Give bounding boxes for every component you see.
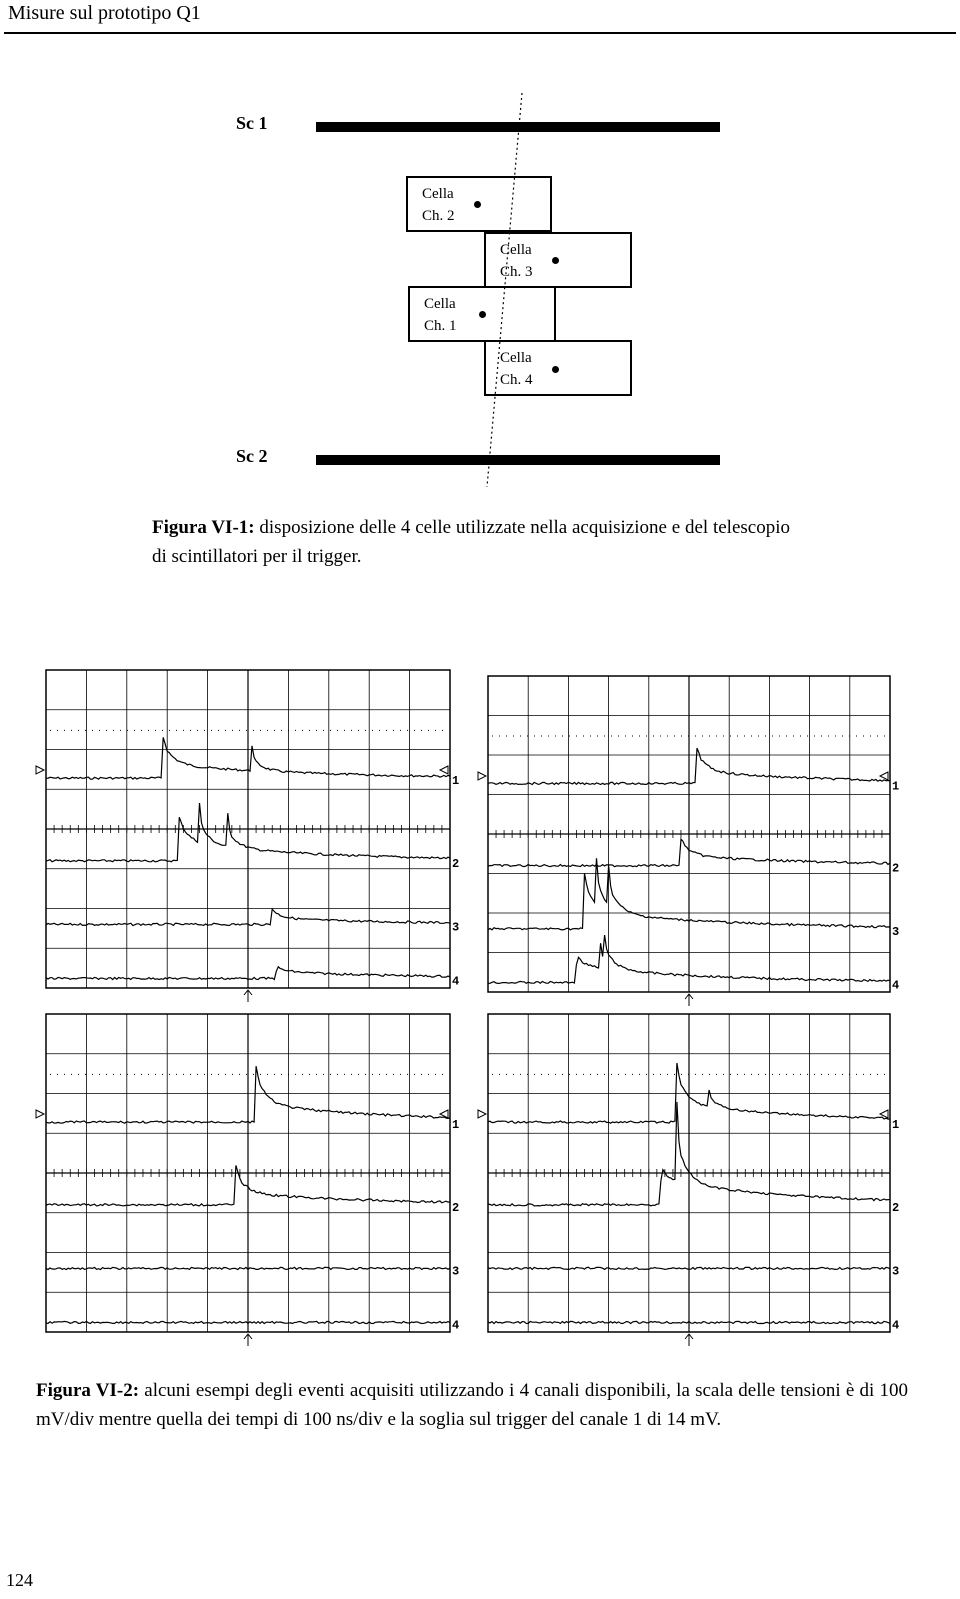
page-header-title: Misure sul prototipo Q1 xyxy=(8,2,201,24)
panel-top-right-trigger-arrow-icon xyxy=(685,994,693,1006)
figure-1-caption-text: disposizione delle 4 celle utilizzate nella acquisizione e del telescopio di scintillatori per il trigger. xyxy=(152,517,790,567)
panel-top-left-trigger-arrow-icon xyxy=(244,990,252,1002)
panel-bottom-right-trigger-arrow-icon xyxy=(685,1334,693,1346)
figure-1-caption-label: Figura VI-1: xyxy=(152,517,255,538)
figure-2-caption xyxy=(36,1376,908,1434)
sc1-label: Sc 1 xyxy=(236,113,268,133)
cell-ch2-line1: Cella xyxy=(422,186,454,202)
panel-top-left-channel-label: 3 xyxy=(452,920,460,935)
panel-top-left-trigger-marker-icon xyxy=(36,766,44,774)
panel-top-right-trigger-marker-icon xyxy=(478,772,486,780)
cell-ch1-line2: Ch. 1 xyxy=(424,318,457,334)
cell-ch1-line1: Cella xyxy=(424,296,456,312)
panel-bottom-left-trigger-marker-icon xyxy=(36,1110,44,1118)
cell-ch4-line1: Cella xyxy=(500,350,532,366)
panel-top-left-channel-label: 1 xyxy=(452,774,460,789)
panel-bottom-left-trigger-arrow-icon xyxy=(244,1334,252,1346)
cell-ch3-line2: Ch. 3 xyxy=(500,264,533,280)
panel-bottom-right-trigger-marker-icon xyxy=(478,1110,486,1118)
page-number: 124 xyxy=(6,1570,33,1590)
cell-ch2-line2: Ch. 2 xyxy=(422,208,455,224)
cell-ch3-line1: Cella xyxy=(500,242,532,258)
panel-bottom-right-channel-label: 3 xyxy=(892,1264,900,1279)
panel-top-right-channel-label: 2 xyxy=(892,861,900,876)
panel-bottom-left-channel-label: 4 xyxy=(452,1318,460,1333)
panel-top-right-channel-label: 1 xyxy=(892,779,900,794)
panel-top-right-channel-label: 3 xyxy=(892,924,900,939)
panel-top-right-channel-label: 4 xyxy=(892,978,900,993)
panel-top-left-channel-label: 4 xyxy=(452,974,460,989)
figure-2-caption-text: alcuni esempi degli eventi acquisiti utilizzando i 4 canali disponibili, la scala delle tensioni è di 100 mV/div mentre quella dei tempi di 100 ns/div e la soglia sul trigger del canale 1 di 14 mV. xyxy=(36,1380,909,1430)
panel-bottom-left-channel-label: 1 xyxy=(452,1118,460,1133)
cell-ch4-line2: Ch. 4 xyxy=(500,372,533,388)
sc2-label: Sc 2 xyxy=(236,446,268,466)
panel-top-left-channel-label: 2 xyxy=(452,856,460,871)
figure-2-caption-label: Figura VI-2: xyxy=(36,1380,140,1401)
panel-bottom-right-channel-label: 1 xyxy=(892,1118,900,1133)
panel-bottom-right-channel-label: 4 xyxy=(892,1318,900,1333)
panel-bottom-left-channel-label: 2 xyxy=(452,1200,460,1215)
panel-bottom-left-channel-label: 3 xyxy=(452,1264,460,1279)
panel-bottom-right-channel-label: 2 xyxy=(892,1200,900,1215)
